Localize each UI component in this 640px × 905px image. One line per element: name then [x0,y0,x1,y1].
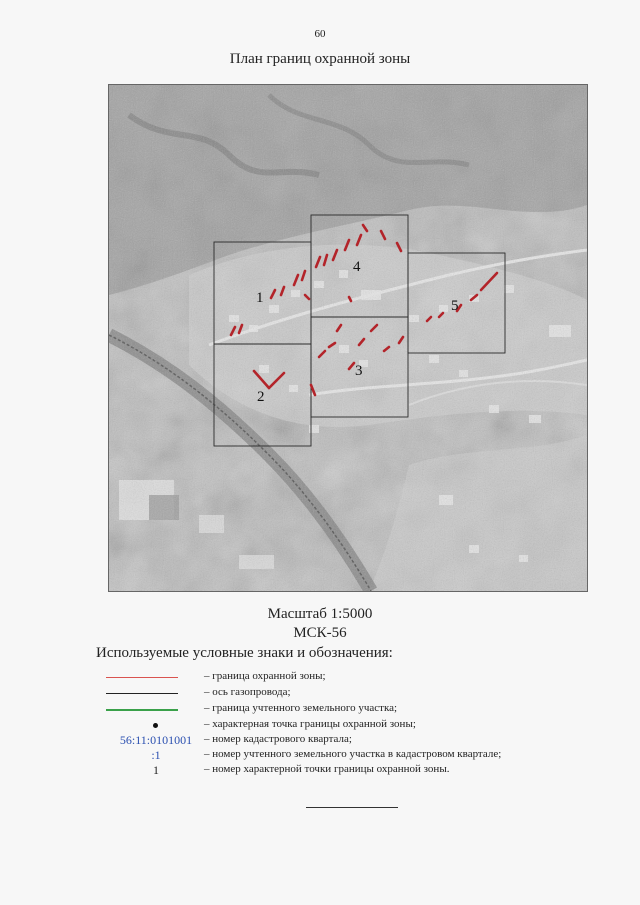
sheet-number-3: 3 [355,363,363,379]
map-image [108,84,588,592]
legend-item-parcel-number: :1 – номер учтенного земельного участка в кадастровом квартале; [96,747,616,765]
sheet-number-2: 2 [257,389,265,405]
sheet-number-1: 1 [256,290,264,306]
sheet-number-4: 4 [353,259,361,275]
legend-item-point: – характерная точка границы охранной зоны; [96,717,616,735]
page-title: План границ охранной зоны [229,51,411,67]
legend-item-parcel: – граница учтенного земельного участка; [96,701,616,719]
map-scale: Масштаб 1:5000 [267,606,373,622]
parcel-number-sample: :1 [151,748,161,762]
legend-item-point-number: 1 – номер характерной точки границы охранной зоны. [96,762,616,780]
coordinate-system: МСК-56 [293,625,347,641]
cadastral-quarter-sample: 56:11:0101001 [119,733,193,747]
point-number-sample: 1 [153,763,159,777]
red-line-symbol [106,677,178,678]
sheet-number-5: 5 [451,298,459,314]
black-line-symbol [106,693,178,694]
green-line-symbol [106,709,178,711]
legend-title: Используемые условные знаки и обозначения: [96,645,393,661]
dot-symbol [153,723,158,728]
legend-item-cadastral-quarter: 56:11:0101001 – номер кадастрового квартала; [96,732,616,750]
legend-item-gas-axis: – ось газопровода; [96,685,616,703]
signature-line [306,807,398,808]
page-number: 60 [314,28,326,40]
aerial-map [109,85,587,591]
legend-item-boundary: – граница охранной зоны; [96,669,616,687]
